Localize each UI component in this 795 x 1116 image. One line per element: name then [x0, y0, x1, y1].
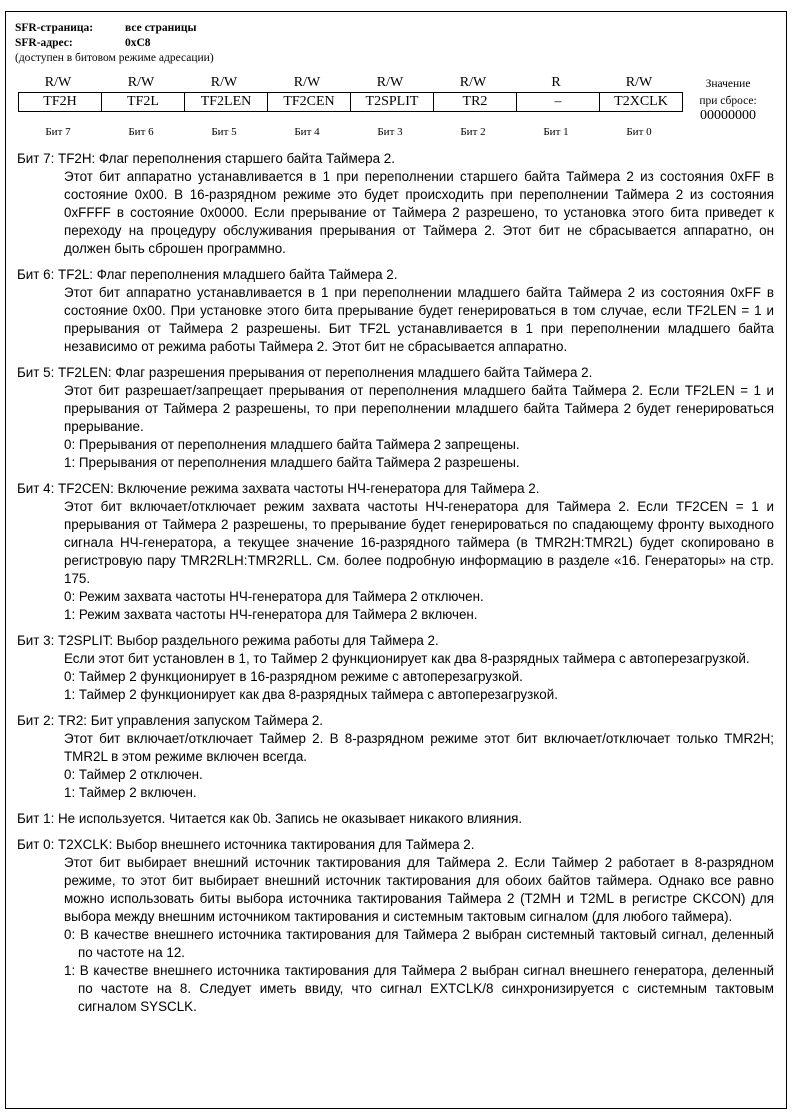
bit-section-title: Бит 6: TF2L: Флаг переполнения младшего байта Таймера 2.	[17, 267, 398, 282]
bit-number-label: Бит 0	[626, 126, 652, 138]
access-type: R/W	[625, 75, 653, 90]
bit-section-description: Этот бит выбирает внешний источник тактирования для Таймера 2. Если Таймер 2 работает в 8-разрядном режиме, то этот бит выбирает внешний источник тактирования для обоих байтов таймера. Однако все равно можно использовать биты выбора источника тактирования Таймера 2 (T2MH и T2ML в регистре CKCON) для выбора между внешним источником тактирования и системным тактовым сигналом (для любого таймера).	[64, 855, 774, 924]
bit-option: 0: Режим захвата частоты НЧ-генератора для Таймера 2 отключен.	[64, 589, 484, 604]
bit-section	[17, 266, 774, 356]
access-type: R/W	[376, 75, 404, 90]
sfr-address-label: SFR-адрес:	[15, 37, 73, 49]
bit-section	[17, 150, 774, 258]
bit-section-title: Бит 1: Не используется. Читается как 0b. Запись не оказывает никакого влияния.	[17, 811, 523, 826]
bit-section	[17, 810, 774, 828]
register-bit-cell: TR2	[434, 93, 517, 112]
bit-section	[17, 836, 774, 1016]
bit-number-label: Бит 5	[211, 126, 237, 138]
register-bit-cell: TF2CEN	[268, 93, 351, 112]
reset-label-line2: при сбросе:	[699, 95, 757, 107]
bit-section	[17, 364, 774, 472]
access-type: R	[551, 75, 561, 90]
bit-addressable-note: (доступен в битовом режиме адресации)	[15, 52, 214, 64]
register-bit-cell: TF2LEN	[185, 93, 268, 112]
bit-option: 1: Режим захвата частоты НЧ-генератора для Таймера 2 включен.	[64, 607, 478, 622]
bit-number-label: Бит 7	[45, 126, 71, 138]
bit-number-label: Бит 6	[128, 126, 154, 138]
sfr-address-line	[15, 37, 151, 50]
bit-section-description: Этот бит включает/отключает Таймер 2. В 8-разрядном режиме этот бит включает/отключает только TMR2H; TMR2L в этом режиме включен всегда.	[64, 731, 774, 764]
bit-option: 0: В качестве внешнего источника тактирования для Таймера 2 выбран системный тактовый сигнал, деленный по частоте на 12.	[64, 927, 774, 960]
bit-section	[17, 480, 774, 624]
access-type: R/W	[459, 75, 487, 90]
bit-section-description: Этот бит аппаратно устанавливается в 1 при переполнении старшего байта Таймера 2 из состояния 0xFF в состояние 0x00. В 16-разрядном режиме это будет происходить при переполнении Таймера 2 из состояния 0xFFFF в состояние 0x0000. Если прерывание от Таймера 2 разрешено, то установка этого бита приведет к переходу на процедуру обслуживания прерывания от Таймера 2. Этот бит не сбрасывается аппаратно, он должен быть сброшен программно.	[64, 169, 774, 256]
bit-section-title: Бит 4: TF2CEN: Включение режима захвата частоты НЧ-генератора для Таймера 2.	[17, 481, 540, 496]
register-bit-cell: TF2H	[19, 93, 102, 112]
access-type: R/W	[210, 75, 238, 90]
reset-value: 00000000	[700, 108, 756, 123]
register-bit-cell: T2SPLIT	[351, 93, 434, 112]
reset-value-label	[690, 76, 766, 110]
bit-option: 1: Прерывания от переполнения младшего байта Таймера 2 разрешены.	[64, 455, 520, 470]
sfr-page-line	[15, 22, 196, 35]
bit-section-title: Бит 7: TF2H: Флаг переполнения старшего байта Таймера 2.	[17, 151, 395, 166]
reset-label-line1: Значение	[705, 78, 751, 90]
sfr-address-value: 0xC8	[125, 37, 151, 49]
register-bits-row	[19, 93, 683, 112]
bit-number-label: Бит 4	[294, 126, 320, 138]
register-bit-cell: TF2L	[102, 93, 185, 112]
bit-option: 1: Таймер 2 функционирует как два 8-разрядных таймера с автоперезагрузкой.	[64, 687, 558, 702]
bit-number-label: Бит 2	[460, 126, 486, 138]
sfr-page-value: все страницы	[125, 22, 197, 34]
bit-section-title: Бит 2: TR2: Бит управления запуском Таймера 2.	[17, 713, 324, 728]
bit-option: 0: Таймер 2 функционирует в 16-разрядном режиме с автоперезагрузкой.	[64, 669, 523, 684]
bit-section-title: Бит 3: T2SPLIT: Выбор раздельного режима работы для Таймера 2.	[17, 633, 439, 648]
bit-number-label: Бит 3	[377, 126, 403, 138]
bit-section-title: Бит 0: T2XCLK: Выбор внешнего источника тактирования для Таймера 2.	[17, 837, 475, 852]
access-type: R/W	[293, 75, 321, 90]
bit-option: 0: Таймер 2 отключен.	[64, 767, 203, 782]
bit-section-title: Бит 5: TF2LEN: Флаг разрешения прерывания от переполнения младшего байта Таймера 2.	[17, 365, 593, 380]
bit-section	[17, 632, 774, 704]
sfr-page-label: SFR-страница:	[15, 22, 94, 34]
bit-section-description: Если этот бит установлен в 1, то Таймер 2 функционирует как два 8-разрядных таймера с автоперезагрузкой.	[64, 651, 750, 666]
bit-number-label: Бит 1	[543, 126, 569, 138]
bit-descriptions	[17, 150, 774, 1024]
access-type: R/W	[44, 75, 72, 90]
register-bit-cell: –	[517, 93, 600, 112]
bit-option: 1: В качестве внешнего источника тактирования для Таймера 2 выбран сигнал внешнего генератора, деленный по частоте на 8. Следует иметь ввиду, что сигнал EXTCLK/8 синхронизируется с системным тактовым сигналом SYSCLK.	[64, 963, 774, 1014]
register-bit-cell: T2XCLK	[600, 93, 683, 112]
bit-section-description: Этот бит разрешает/запрещает прерывания от переполнения младшего байта Таймера 2. Если TF2LEN = 1 и прерывания от Таймера 2 разрешены, то при переполнении младшего байта Таймера 2 будет генерироваться прерывание.	[64, 383, 774, 434]
bit-section	[17, 712, 774, 802]
register-bit-table	[18, 92, 683, 112]
bit-option: 1: Таймер 2 включен.	[64, 785, 197, 800]
bit-section-description: Этот бит аппаратно устанавливается в 1 при переполнении младшего байта Таймера 2 из состояния 0xFF в состояние 0x00. При установке этого бита прерывание будет генерироваться в том случае, если TF2LEN = 1 и прерывания от Таймера 2 разрешены. Бит TF2L устанавливается в 1 при переполнении младшего байта независимо от режима работы Таймера 2. Этот бит не сбрасывается аппаратно.	[64, 285, 774, 354]
bit-option: 0: Прерывания от переполнения младшего байта Таймера 2 запрещены.	[64, 437, 520, 452]
access-type: R/W	[127, 75, 155, 90]
bit-section-description: Этот бит включает/отключает режим захвата частоты НЧ-генератора для Таймера 2. Если TF2CEN = 1 и прерывания от Таймера 2 разрешены, то прерывание будет генерироваться по спадающему фронту выходного сигнала НЧ-генератора, а текущее значение 16-разрядного таймера (в TMR2H:TMR2L) будет скопировано в регистровую пару TMR2RLH:TMR2RLL. См. более подробную информацию в разделе «16. Генераторы» на стр. 175.	[64, 499, 774, 586]
